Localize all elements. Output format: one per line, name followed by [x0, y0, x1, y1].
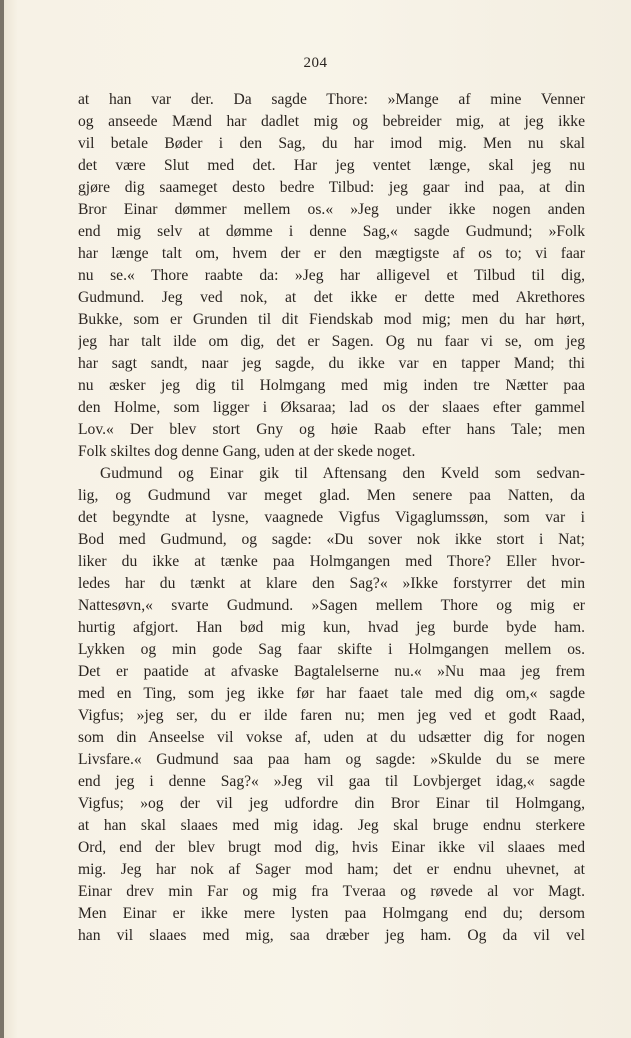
text-line: nu se.« Thore raabte da: »Jeg har alligevel et Tilbud til dig, — [78, 267, 585, 284]
text-line: Livsfare.« Gudmund saa paa ham og sagde: »Skulde du se mere — [78, 751, 585, 768]
text-line: vil betale Bøder i den Sag, du har imod mig. Men nu skal — [78, 135, 585, 152]
text-line: gjøre dig saameget desto bedre Tilbud: jeg gaar ind paa, at din — [78, 179, 585, 196]
text-line: og anseede Mænd har dadlet mig og bebreider mig, at jeg ikke — [78, 113, 585, 130]
text-line: som din Anseelse vil vokse af, uden at du udsætter dig for nogen — [78, 729, 585, 746]
text-line: hurtig afgjort. Han bød mig kun, hvad jeg burde byde ham. — [78, 619, 585, 636]
text-line: Men Einar er ikke mere lysten paa Holmgang end du; dersom — [78, 905, 585, 922]
text-line: Vigfus; »jeg ser, du er ilde faren nu; men jeg ved et godt Raad, — [78, 707, 585, 724]
text-line: mig. Jeg har nok af Sager mod ham; det er endnu uhevnet, at — [78, 861, 585, 878]
text-line: Gudmund og Einar gik til Aftensang den Kveld som sedvan- — [100, 465, 585, 482]
text-line: Ord, end der blev brugt mod dig, hvis Einar ikke vil slaaes med — [78, 839, 585, 856]
page-number: 204 — [303, 55, 328, 71]
text-line: den Holme, som ligger i Øksaraa; lad os der slaaes efter gammel — [78, 399, 585, 416]
text-line: at han skal slaaes med mig idag. Jeg skal bruge endnu sterkere — [78, 817, 585, 834]
text-line: med en Ting, som jeg ikke før har faaet tale med dig om,« sagde — [78, 685, 585, 702]
text-line: end mig selv at dømme i denne Sag,« sagde Gudmund; »Folk — [78, 223, 585, 240]
text-line: Lov.« Der blev stort Gny og høie Raab efter hans Tale; men — [78, 421, 585, 438]
text-line: Folk skiltes dog denne Gang, uden at der skede noget. — [78, 443, 416, 460]
text-line: jeg har talt ilde om dig, det er Sagen. Og nu faar vi se, om jeg — [78, 333, 585, 350]
text-line: Einar drev min Far og mig fra Tveraa og røvede al vor Magt. — [78, 883, 585, 900]
body-text — [78, 89, 585, 947]
paragraph-2 — [78, 463, 585, 947]
text-line: Bror Einar dømmer mellem os.« »Jeg under ikke nogen anden — [78, 201, 585, 218]
text-line: Gudmund. Jeg ved nok, at det ikke er dette med Akrethores — [78, 289, 585, 306]
text-line: ledes har du tænkt at klare den Sag?« »Ikke forstyrrer det min — [78, 575, 585, 592]
text-line: lig, og Gudmund var meget glad. Men senere paa Natten, da — [78, 487, 585, 504]
text-line: nu æsker jeg dig til Holmgang med mig inden tre Nætter paa — [78, 377, 585, 394]
text-line: Det er paatide at afvaske Bagtalelserne nu.« »Nu maa jeg frem — [78, 663, 585, 680]
text-line: liker du ikke at tænke paa Holmgangen med Thore? Eller hvor- — [78, 553, 585, 570]
text-line: han vil slaaes med mig, saa dræber jeg ham. Og da vil vel — [78, 927, 585, 944]
text-line: Lykken og min gode Sag faar skifte i Holmgangen mellem os. — [78, 641, 585, 658]
paragraph-1 — [78, 89, 585, 463]
text-line: det begyndte at lysne, vaagnede Vigfus Vigaglumssøn, som var i — [78, 509, 585, 526]
page-edge — [0, 0, 4, 1038]
text-line: har sagt sandt, naar jeg sagde, du ikke var en tapper Mand; thi — [78, 355, 585, 372]
text-line: at han var der. Da sagde Thore: »Mange af mine Venner — [78, 91, 585, 108]
text-line: det være Slut med det. Har jeg ventet længe, skal jeg nu — [78, 157, 585, 174]
text-line: end jeg i denne Sag?« »Jeg vil gaa til Lovbjerget idag,« sagde — [78, 773, 585, 790]
text-line: Bukke, som er Grunden til dit Fiendskab mod mig; men du har hørt, — [78, 311, 585, 328]
text-line: Bod med Gudmund, og sagde: «Du sover nok ikke stort i Nat; — [78, 531, 585, 548]
text-line: har længe talt om, hvem der er den mægtigste af os to; vi faar — [78, 245, 585, 262]
text-line: Nattesøvn,« svarte Gudmund. »Sagen mellem Thore og mig er — [78, 597, 585, 614]
text-line: Vigfus; »og der vil jeg udfordre din Bror Einar til Holmgang, — [78, 795, 585, 812]
